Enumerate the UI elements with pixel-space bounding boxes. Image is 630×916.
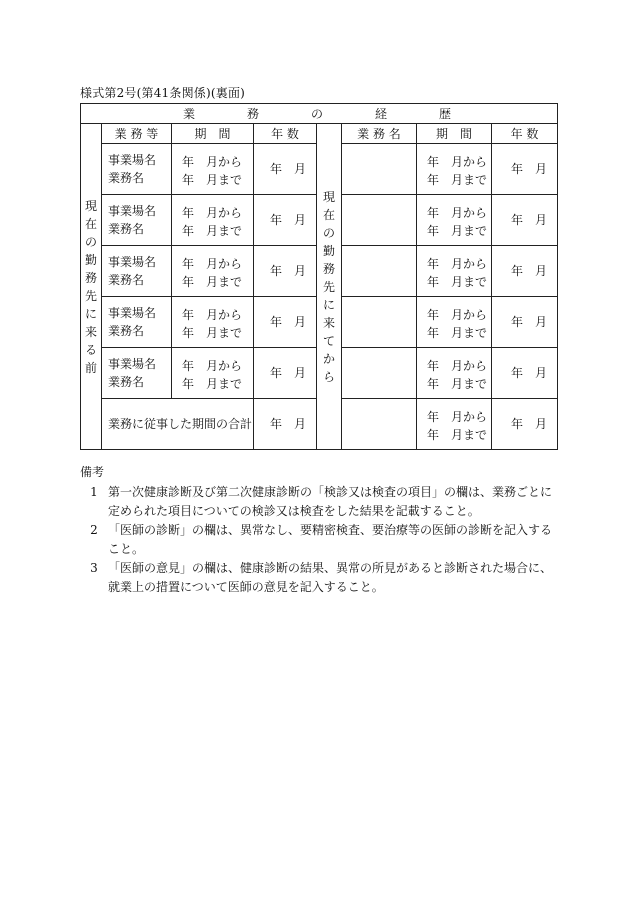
after-years-header: 年 数 [492, 124, 558, 144]
after-workplace-cell[interactable] [342, 246, 417, 297]
after-years-cell[interactable]: 年 月 [492, 246, 558, 297]
work-history-table [80, 103, 558, 450]
after-workplace-cell[interactable] [342, 348, 417, 399]
remark-number: 3 [90, 561, 98, 575]
after-years-cell[interactable]: 年 月 [492, 399, 558, 450]
period-cell[interactable]: 年 月から 年 月まで [172, 246, 254, 297]
after-period-header: 期 間 [417, 124, 492, 144]
after-period-cell[interactable]: 年 月から 年 月まで [417, 297, 492, 348]
before-period-header: 期 間 [172, 124, 254, 144]
after-period-cell[interactable]: 年 月から 年 月まで [417, 144, 492, 195]
years-cell[interactable]: 年 月 [254, 297, 317, 348]
period-cell[interactable]: 年 月から 年 月まで [172, 144, 254, 195]
after-period-cell[interactable]: 年 月から 年 月まで [417, 195, 492, 246]
after-workplace-cell[interactable] [342, 297, 417, 348]
after-years-cell[interactable]: 年 月 [492, 195, 558, 246]
after-years-cell[interactable]: 年 月 [492, 348, 558, 399]
before-years-header: 年 数 [254, 124, 317, 144]
period-cell[interactable]: 年 月から 年 月まで [172, 348, 254, 399]
remark-number: 1 [90, 485, 98, 499]
main-header: 業務の経歴 [81, 104, 558, 124]
remark-number: 2 [90, 523, 98, 537]
remarks-section [80, 463, 560, 597]
years-cell[interactable]: 年 月 [254, 246, 317, 297]
remark-text: 「医師の診断」の欄は、異常なし、要精密検査、要治療等の医師の診断を記入すること。 [108, 523, 553, 556]
period-cell[interactable]: 年 月から 年 月まで [172, 195, 254, 246]
remark-text: 第一次健康診断及び第二次健康診断の「検診又は検査の項目」の欄は、業務ごとに定められた項目についての検診又は検査をした結果を記載すること。 [108, 485, 553, 518]
remark-text: 「医師の意見」の欄は、健康診断の結果、異常の所見があると診断された場合に、就業上の措置について医師の意見を記入すること。 [108, 561, 553, 594]
after-workplace-cell[interactable] [342, 195, 417, 246]
form-title: 様式第2号(第41条関係)(裏面) [80, 86, 246, 100]
years-cell[interactable]: 年 月 [254, 348, 317, 399]
after-years-cell[interactable]: 年 月 [492, 144, 558, 195]
workplace-cell[interactable]: 事業場名 業務名 [102, 348, 172, 399]
before-side-label: 現 在 の 勤 務 先 に 来 る 前 [81, 124, 102, 450]
remark-note [80, 559, 560, 597]
before-work-header: 業 務 等 [102, 124, 172, 144]
remark-note [80, 483, 560, 521]
remarks-title: 備考 [80, 465, 105, 479]
workplace-cell[interactable]: 事業場名 業務名 [102, 144, 172, 195]
years-cell[interactable]: 年 月 [254, 195, 317, 246]
total-period-label: 業務に従事した期間の合計 [102, 399, 254, 450]
after-work-header: 業 務 名 [342, 124, 417, 144]
workplace-cell[interactable]: 事業場名 業務名 [102, 195, 172, 246]
after-workplace-cell[interactable] [342, 399, 417, 450]
workplace-cell[interactable]: 事業場名 業務名 [102, 246, 172, 297]
after-side-label: 現 在 の 勤 務 先 に 来 て か ら [317, 124, 342, 450]
remark-note [80, 521, 560, 559]
after-period-cell[interactable]: 年 月から 年 月まで [417, 399, 492, 450]
after-workplace-cell[interactable] [342, 144, 417, 195]
years-cell[interactable]: 年 月 [254, 144, 317, 195]
period-cell[interactable]: 年 月から 年 月まで [172, 297, 254, 348]
after-period-cell[interactable]: 年 月から 年 月まで [417, 348, 492, 399]
after-period-cell[interactable]: 年 月から 年 月まで [417, 246, 492, 297]
total-years-cell[interactable]: 年 月 [254, 399, 317, 450]
after-years-cell[interactable]: 年 月 [492, 297, 558, 348]
workplace-cell[interactable]: 事業場名 業務名 [102, 297, 172, 348]
